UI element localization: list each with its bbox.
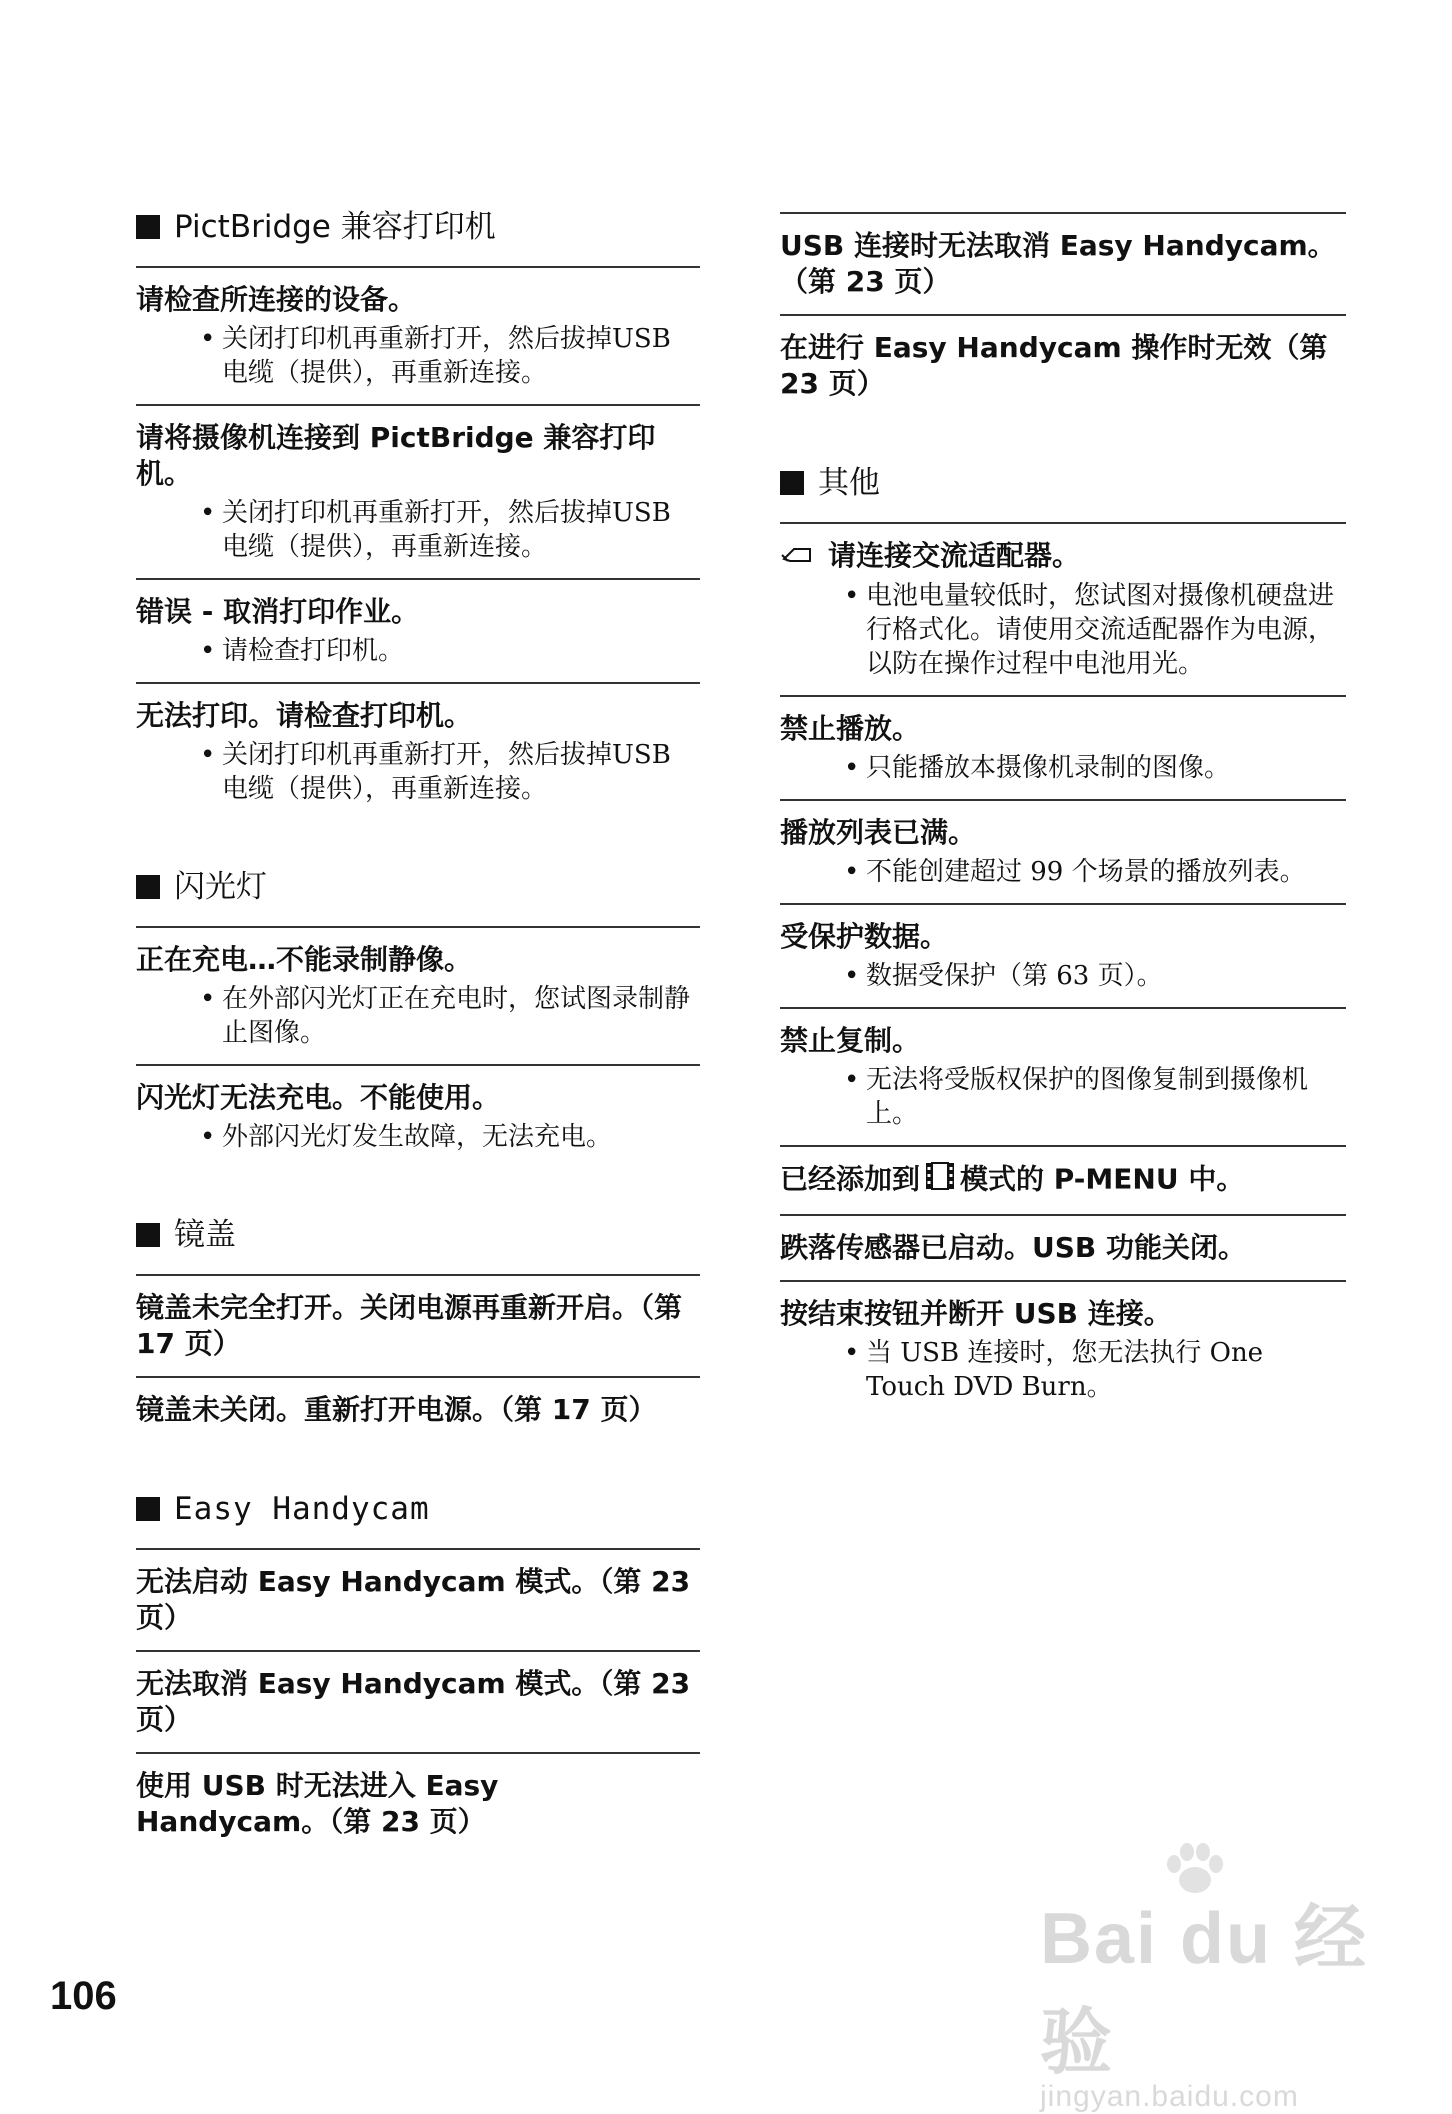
message-entry	[136, 1652, 700, 1754]
message-entry	[136, 406, 700, 580]
message-text: 镜盖未关闭。重新打开电源。（第 17 页）	[136, 1393, 657, 1426]
message-text: 按结束按钮并断开 USB 连接。	[780, 1297, 1172, 1330]
message-note: • 关闭打印机再重新打开，然后拔掉USB 电缆（提供），再重新连接。	[200, 496, 700, 564]
message-text-before: 已经添加到	[780, 1162, 921, 1196]
watermark-url: jingyan.baidu.com	[1040, 2080, 1299, 2113]
message-note: • 不能创建超过 99 个场景的播放列表。	[844, 855, 1346, 889]
right-column	[780, 212, 1346, 1418]
message-text: 闪光灯无法充电。不能使用。	[136, 1081, 501, 1114]
message-text: 镜盖未完全打开。关闭电源再重新开启。（第 17 页）	[136, 1291, 683, 1360]
message-text: 使用 USB 时无法进入 Easy Handycam。（第 23 页）	[136, 1769, 499, 1838]
message-note: • 只能播放本摄像机录制的图像。	[844, 751, 1346, 785]
message-text: 无法取消 Easy Handycam 模式。（第 23 页）	[136, 1667, 691, 1736]
watermark-brand: Bai du 经验	[1040, 1899, 1369, 2083]
message-entry	[780, 316, 1346, 416]
section-bullet-icon	[136, 1497, 160, 1521]
message-entry	[780, 214, 1346, 316]
message-entry	[136, 928, 700, 1066]
section-bullet-icon	[136, 215, 160, 239]
message-text: 在进行 Easy Handycam 操作时无效（第 23 页）	[780, 331, 1328, 400]
section-title: 镜盖	[174, 1217, 236, 1253]
message-entry	[136, 580, 700, 684]
message-text-after: 模式的 P-MENU 中。	[960, 1162, 1245, 1196]
left-column	[136, 204, 700, 1854]
message-text: 请将摄像机连接到 PictBridge 兼容打印机。	[136, 421, 656, 490]
message-text: 正在充电…不能录制静像。	[136, 943, 473, 976]
message-entry	[780, 801, 1346, 905]
section-bullet-icon	[136, 1223, 160, 1247]
message-text: 错误 - 取消打印作业。	[136, 595, 420, 628]
section-heading-lens-cover	[136, 1212, 700, 1276]
message-entry	[136, 1550, 700, 1652]
message-text: 无法启动 Easy Handycam 模式。（第 23 页）	[136, 1565, 691, 1634]
baidu-watermark	[1040, 1880, 1380, 2113]
message-text: 禁止播放。	[780, 712, 921, 745]
section-title: Easy Handycam	[174, 1491, 430, 1527]
message-note: • 请检查打印机。	[200, 634, 700, 668]
message-note: • 关闭打印机再重新打开，然后拔掉USB 电缆（提供），再重新连接。	[200, 738, 700, 806]
message-note: • 当 USB 连接时，您无法执行 One Touch DVD Burn。	[844, 1336, 1346, 1404]
message-note: • 外部闪光灯发生故障，无法充电。	[200, 1120, 700, 1154]
section-heading-other	[780, 460, 1346, 524]
section-title: 闪光灯	[174, 869, 267, 905]
battery-adapter-icon	[780, 539, 814, 575]
section-title: 其他	[818, 465, 880, 501]
message-entry	[780, 1009, 1346, 1147]
message-entry	[136, 1378, 700, 1442]
message-entry	[780, 697, 1346, 801]
message-entry	[780, 1216, 1346, 1282]
message-text: 无法打印。请检查打印机。	[136, 699, 473, 732]
message-text: 跌落传感器已启动。USB 功能关闭。	[780, 1231, 1246, 1264]
message-entry	[136, 268, 700, 406]
message-text: 受保护数据。	[780, 920, 949, 953]
message-text: USB 连接时无法取消 Easy Handycam。（第 23 页）	[780, 229, 1336, 298]
section-title: PictBridge 兼容打印机	[174, 209, 496, 245]
message-entry	[136, 1276, 700, 1378]
message-text: 播放列表已满。	[780, 816, 977, 849]
message-entry	[780, 1147, 1346, 1216]
message-entry	[780, 1282, 1346, 1418]
message-text: 请连接交流适配器。	[828, 539, 1081, 572]
paw-icon	[1160, 1840, 1230, 1900]
message-entry	[136, 684, 700, 820]
message-note: • 电池电量较低时，您试图对摄像机硬盘进行格式化。请使用交流适配器作为电源，以防在操作过程中电池用光。	[844, 579, 1346, 681]
section-heading-flash	[136, 864, 700, 928]
message-text: 请检查所连接的设备。	[136, 283, 417, 316]
message-text: 禁止复制。	[780, 1024, 921, 1057]
message-note: • 关闭打印机再重新打开，然后拔掉USB 电缆（提供），再重新连接。	[200, 322, 700, 390]
message-entry	[780, 524, 1346, 697]
message-entry	[780, 905, 1346, 1009]
message-note: • 数据受保护（第 63 页）。	[844, 959, 1346, 993]
message-note: • 在外部闪光灯正在充电时，您试图录制静止图像。	[200, 982, 700, 1050]
message-entry	[136, 1754, 700, 1854]
section-bullet-icon	[780, 471, 804, 495]
section-bullet-icon	[136, 875, 160, 899]
section-heading-easy-handycam	[136, 1486, 700, 1550]
page-number: 106	[50, 1974, 117, 2018]
section-heading-pictbridge	[136, 204, 700, 268]
message-entry	[136, 1066, 700, 1168]
film-mode-icon	[924, 1161, 956, 1200]
message-note: • 无法将受版权保护的图像复制到摄像机上。	[844, 1063, 1346, 1131]
